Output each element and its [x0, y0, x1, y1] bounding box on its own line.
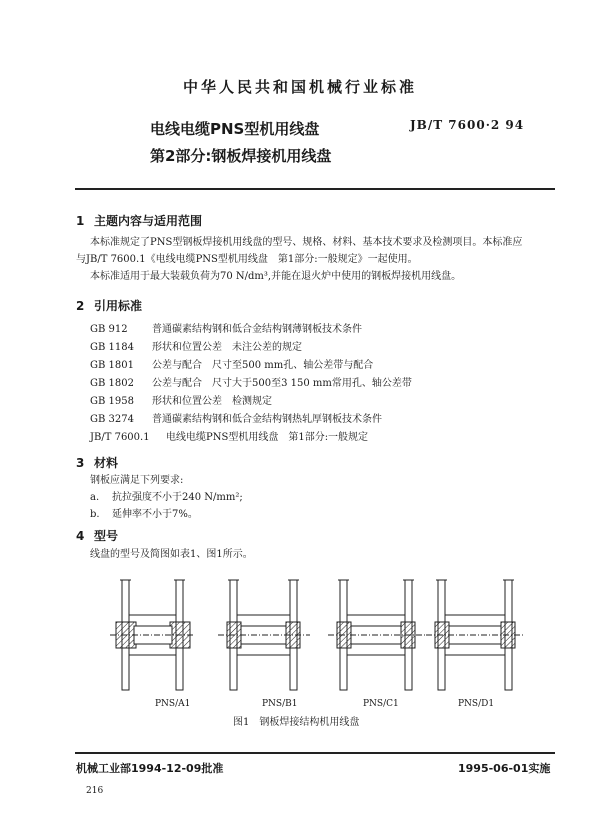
- reel-label-b1: PNS/B1: [262, 699, 298, 709]
- reference-code: GB 1184: [90, 342, 134, 353]
- section-3-intro: 钢板应满足下列要求:: [90, 475, 184, 486]
- requirement-item: [90, 489, 243, 506]
- section-3-title: 材料: [94, 456, 119, 470]
- reference-code: GB 912: [90, 324, 128, 335]
- reference-item: [90, 356, 373, 371]
- reel-label-c1: PNS/C1: [363, 699, 399, 709]
- section-2-title: 引用标准: [94, 299, 143, 313]
- reference-item: [90, 392, 272, 407]
- issuing-organization: 中华人民共和国机械行业标准: [182, 78, 417, 96]
- reel-drawing-d1: [426, 580, 525, 690]
- reference-title: 公差与配合 尺寸大于500至3 150 mm常用孔、轴公差带: [152, 378, 412, 389]
- requirement-mark: a.: [90, 492, 100, 503]
- reference-title: 形状和位置公差 检测规定: [152, 396, 272, 407]
- header-divider: [75, 188, 555, 190]
- reel-drawing-b1: [218, 580, 310, 690]
- reference-title: 普通碳素结构钢和低合金结构钢热轧厚钢板技术条件: [152, 414, 382, 425]
- title-line-2: 第2部分:钢板焊接机用线盘: [150, 147, 332, 165]
- figure-caption: 图1 钢板焊接结构机用线盘: [233, 717, 360, 728]
- standard-number: JB/T 7600·2 94: [410, 118, 525, 132]
- reel-label-a1: PNS/A1: [155, 699, 191, 709]
- reference-code: GB 1958: [90, 396, 134, 407]
- reference-item: [90, 410, 382, 425]
- reel-figure: [100, 560, 530, 715]
- reference-item: [90, 320, 362, 335]
- reference-title: 形状和位置公差 未注公差的规定: [152, 342, 302, 353]
- requirement-item: [90, 506, 198, 523]
- reference-title: 电线电缆PNS型机用线盘 第1部分:一般规定: [166, 432, 369, 443]
- section-3-heading: [76, 454, 118, 471]
- reel-drawing-a1: [110, 580, 195, 690]
- section-3-number: 3: [76, 456, 85, 470]
- reference-code: GB 1802: [90, 378, 134, 389]
- requirement-mark: b.: [90, 509, 100, 520]
- section-2-heading: [76, 297, 142, 314]
- section-4-heading: [76, 527, 118, 544]
- requirement-text: 抗拉强度不小于240 N/mm²;: [112, 492, 243, 503]
- reel-drawing-c1: [328, 580, 425, 690]
- section-1-paragraph-2: 与JB/T 7600.1《电线电缆PNS型机用线盘 第1部分:一般规定》一起使用。: [76, 254, 418, 265]
- page-number: 216: [86, 786, 104, 796]
- requirement-text: 延伸率不小于7%。: [112, 509, 198, 520]
- section-1-title: 主题内容与适用范围: [94, 214, 203, 228]
- reel-label-d1: PNS/D1: [458, 699, 495, 709]
- section-1-number: 1: [76, 214, 85, 228]
- section-1-heading: [76, 212, 202, 229]
- approval-date: 机械工业部1994-12-09批准: [76, 762, 224, 775]
- effective-date: 1995-06-01实施: [458, 762, 551, 775]
- reference-title: 普通碳素结构钢和低合金结构钢薄钢板技术条件: [152, 324, 362, 335]
- reference-code: GB 1801: [90, 360, 134, 371]
- title-line-1: 电线电缆PNS型机用线盘: [150, 120, 320, 138]
- section-2-number: 2: [76, 299, 85, 313]
- reference-code: JB/T 7600.1: [90, 432, 150, 443]
- section-4-number: 4: [76, 529, 85, 543]
- reference-item: [90, 338, 302, 353]
- section-4-title: 型号: [94, 529, 119, 543]
- section-1-paragraph-1: 本标准规定了PNS型钢板焊接机用线盘的型号、规格、材料、基本技术要求及检测项目。本标准应: [90, 237, 523, 248]
- reference-item: [90, 374, 412, 389]
- section-4-text: 线盘的型号及简图如表1、图1所示。: [90, 549, 253, 560]
- reference-code: GB 3274: [90, 414, 134, 425]
- reference-item: [90, 428, 368, 443]
- reference-title: 公差与配合 尺寸至500 mm孔、轴公差带与配合: [152, 360, 374, 371]
- footer-divider: [75, 752, 555, 754]
- section-1-paragraph-3: 本标准适用于最大装载负荷为70 N/dm³,并能在退火炉中使用的钢板焊接机用线盘。: [90, 271, 462, 282]
